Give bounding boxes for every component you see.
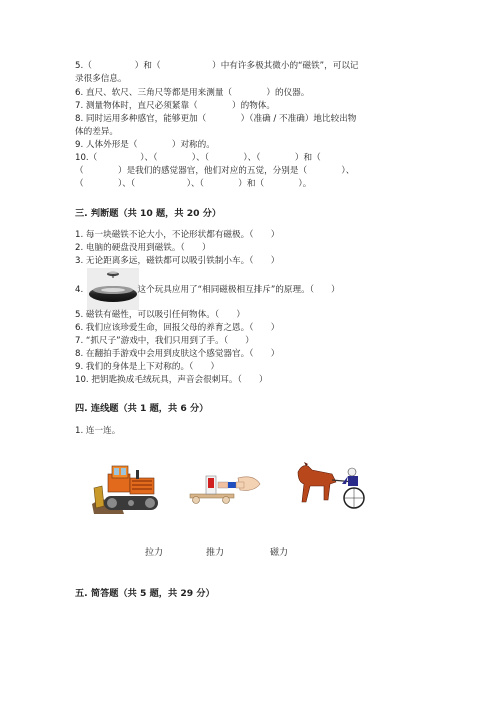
section3-title: 三. 判断题（共 10 题，共 20 分） (75, 208, 222, 219)
section4-prompt: 1. 连一连。 (75, 426, 121, 436)
section4-title: 四. 连线题（共 1 题，共 6 分） (75, 403, 209, 414)
fill-in-line-5b: 录很多信息。 (75, 74, 127, 84)
judge-item-5: 5. 磁铁有磁性，可以吸引任何物体。（ ） (75, 310, 245, 320)
fill-in-line-6: 6. 直尺、软尺、三角尺等都是用来测量（ ）的仪器。 (75, 88, 310, 98)
fill-in-line-9: 9. 人体外形是（ ）对称的。 (75, 140, 215, 150)
option-push: 推力 (206, 548, 225, 558)
fill-in-line-7: 7. 测量物体时，直尺必须紧靠（ ）的物体。 (75, 101, 275, 111)
bulldozer-image (90, 458, 160, 518)
judge-item-1: 1. 每一块磁铁不论大小，不论形状都有磁极。（ ） (75, 230, 280, 240)
fill-in-line-10c: （ ）、（ ）、（ ）和（ ）。 (75, 179, 312, 189)
judge-item-10: 10. 把钥匙换成毛绒玩具，声音会很刺耳。（ ） (75, 375, 268, 385)
fill-in-line-10: 10.（ ）、（ ）、（ ）、（ ）和（ (75, 153, 321, 163)
horse-cart-image (292, 460, 372, 510)
fill-in-line-10b: （ ）是我们的感觉器官，他们对应的五觉，分别是（ ）、 (75, 166, 355, 176)
judge-item-9: 9. 我们的身体是上下对称的。（ ） (75, 362, 220, 372)
judge-item-8: 8. 在翻拍手游戏中会用到皮肤这个感觉器官。（ ） (75, 349, 280, 359)
fill-in-line-8b: 体的差异。 (75, 127, 118, 137)
judge-item-6: 6. 我们应该珍爱生命，回报父母的养育之恩。（ ） (75, 323, 280, 333)
option-magnetic: 磁力 (270, 548, 289, 558)
section5-title: 五. 简答题（共 5 题，共 29 分） (75, 588, 215, 599)
option-pull: 拉力 (145, 548, 164, 558)
magnet-car-image (188, 470, 262, 506)
judge-item-2: 2. 电脑的硬盘没用到磁铁。（ ） (75, 243, 211, 253)
judge-item-7: 7. “抓尺子”游戏中，我们只用到了手。（ ） (75, 336, 254, 346)
fill-in-line-8: 8. 同时运用多种感官，能够更加（ ）（准确 / 不准确）地比较出物 (75, 114, 357, 124)
judge-item-4: 4. 这个玩具应用了“相同磁极相互排斥”的原理。（ ） (75, 285, 340, 295)
fill-in-line-5: 5.（ ）和（ ）中有许多极其微小的“磁铁”，可以记 (75, 61, 359, 71)
judge-item-3: 3. 无论距离多远，磁铁都可以吸引铁制小车。（ ） (75, 256, 280, 266)
